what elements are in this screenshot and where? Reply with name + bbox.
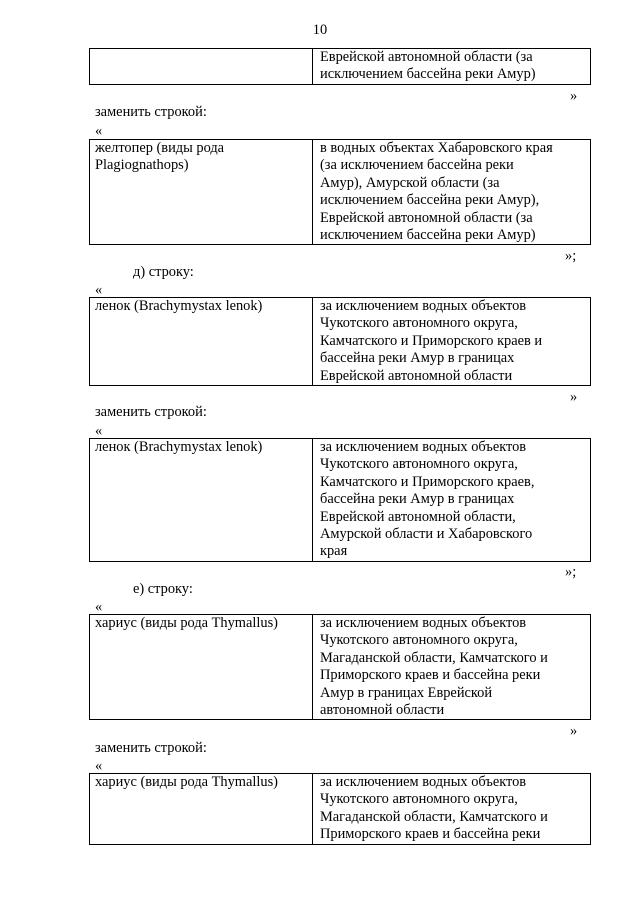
open-quote: « <box>95 282 103 298</box>
species-cell <box>90 49 313 85</box>
species-table-3 <box>89 297 591 386</box>
species-line: Plagiognathops) <box>95 157 189 174</box>
species-cell <box>90 439 313 562</box>
area-cell <box>313 774 591 845</box>
close-quote: »; <box>565 248 577 264</box>
close-quote: » <box>570 723 578 739</box>
area-line: Еврейской автономной области (за <box>320 209 533 226</box>
instruction-label: д) строку: <box>133 264 194 280</box>
species-cell <box>90 615 313 720</box>
species-cell <box>90 298 313 386</box>
species-table-5 <box>89 614 591 720</box>
area-line: за исключением водных объектов <box>320 298 527 314</box>
species-line: ленок (Brachymystax lenok) <box>95 439 263 455</box>
species-table-6 <box>89 773 591 845</box>
species-table-2 <box>89 139 591 245</box>
area-line: за исключением водных объектов <box>320 774 527 790</box>
open-quote: « <box>95 423 103 439</box>
species-cell <box>90 774 313 845</box>
area-line: автономной области <box>320 702 445 719</box>
species-line: хариус (виды рода Thymallus) <box>95 615 278 631</box>
area-line: Еврейской автономной области, <box>320 508 516 525</box>
table-row <box>90 615 591 720</box>
area-cell <box>313 140 591 245</box>
area-line: Амур в границах Еврейской <box>320 684 493 701</box>
instruction-label: е) строку: <box>133 581 193 597</box>
table-row <box>90 140 591 245</box>
close-quote: »; <box>565 564 577 580</box>
area-line: Чукотского автономного округа, <box>320 632 518 649</box>
area-line: бассейна реки Амур в границах <box>320 350 515 367</box>
area-cell <box>313 439 591 562</box>
area-line: за исключением водных объектов <box>320 439 527 455</box>
area-line: (за исключением бассейна реки <box>320 157 514 174</box>
close-quote: » <box>570 88 578 104</box>
area-line: в водных объектах Хабаровского края <box>320 140 553 156</box>
instruction-label: заменить строкой: <box>95 404 207 420</box>
area-cell <box>313 298 591 386</box>
species-table-4 <box>89 438 591 562</box>
species-line: ленок (Brachymystax lenok) <box>95 298 263 314</box>
area-line: за исключением водных объектов <box>320 615 527 631</box>
open-quote: « <box>95 758 103 774</box>
species-cell <box>90 140 313 245</box>
area-line: исключением бассейна реки Амур), <box>320 192 540 209</box>
area-line: бассейна реки Амур в границах <box>320 491 515 508</box>
area-line: Камчатского и Приморского краев и <box>320 332 543 349</box>
area-line: исключением бассейна реки Амур) <box>320 66 536 83</box>
instruction-label: заменить строкой: <box>95 740 207 756</box>
area-line: Еврейской автономной области (за <box>320 49 533 65</box>
instruction-label: заменить строкой: <box>95 104 207 120</box>
species-line: хариус (виды рода Thymallus) <box>95 774 278 790</box>
area-line: Амурской области и Хабаровского <box>320 526 533 543</box>
area-line: Приморского краев и бассейна реки <box>320 667 541 684</box>
area-line: Чукотского автономного округа, <box>320 791 518 808</box>
page-number: 10 <box>312 22 328 38</box>
table-row <box>90 774 591 845</box>
area-cell <box>313 615 591 720</box>
close-quote: » <box>570 389 578 405</box>
area-line: Приморского краев и бассейна реки <box>320 826 541 843</box>
area-line: края <box>320 543 348 560</box>
table-row <box>90 49 591 85</box>
area-line: Магаданской области, Камчатского и <box>320 649 548 666</box>
species-table-1 <box>89 48 591 85</box>
open-quote: « <box>95 599 103 615</box>
area-line: Камчатского и Приморского краев, <box>320 473 535 490</box>
area-cell <box>313 49 591 85</box>
area-line: Еврейской автономной области <box>320 367 513 384</box>
area-line: Чукотского автономного округа, <box>320 315 518 332</box>
species-line: желтопер (виды рода <box>95 140 225 156</box>
area-line: Чукотского автономного округа, <box>320 456 518 473</box>
area-line: Магаданской области, Камчатского и <box>320 808 548 825</box>
table-row <box>90 298 591 386</box>
area-line: Амур), Амурской области (за <box>320 174 500 191</box>
open-quote: « <box>95 123 103 139</box>
area-line: исключением бассейна реки Амур) <box>320 227 536 244</box>
table-row <box>90 439 591 562</box>
